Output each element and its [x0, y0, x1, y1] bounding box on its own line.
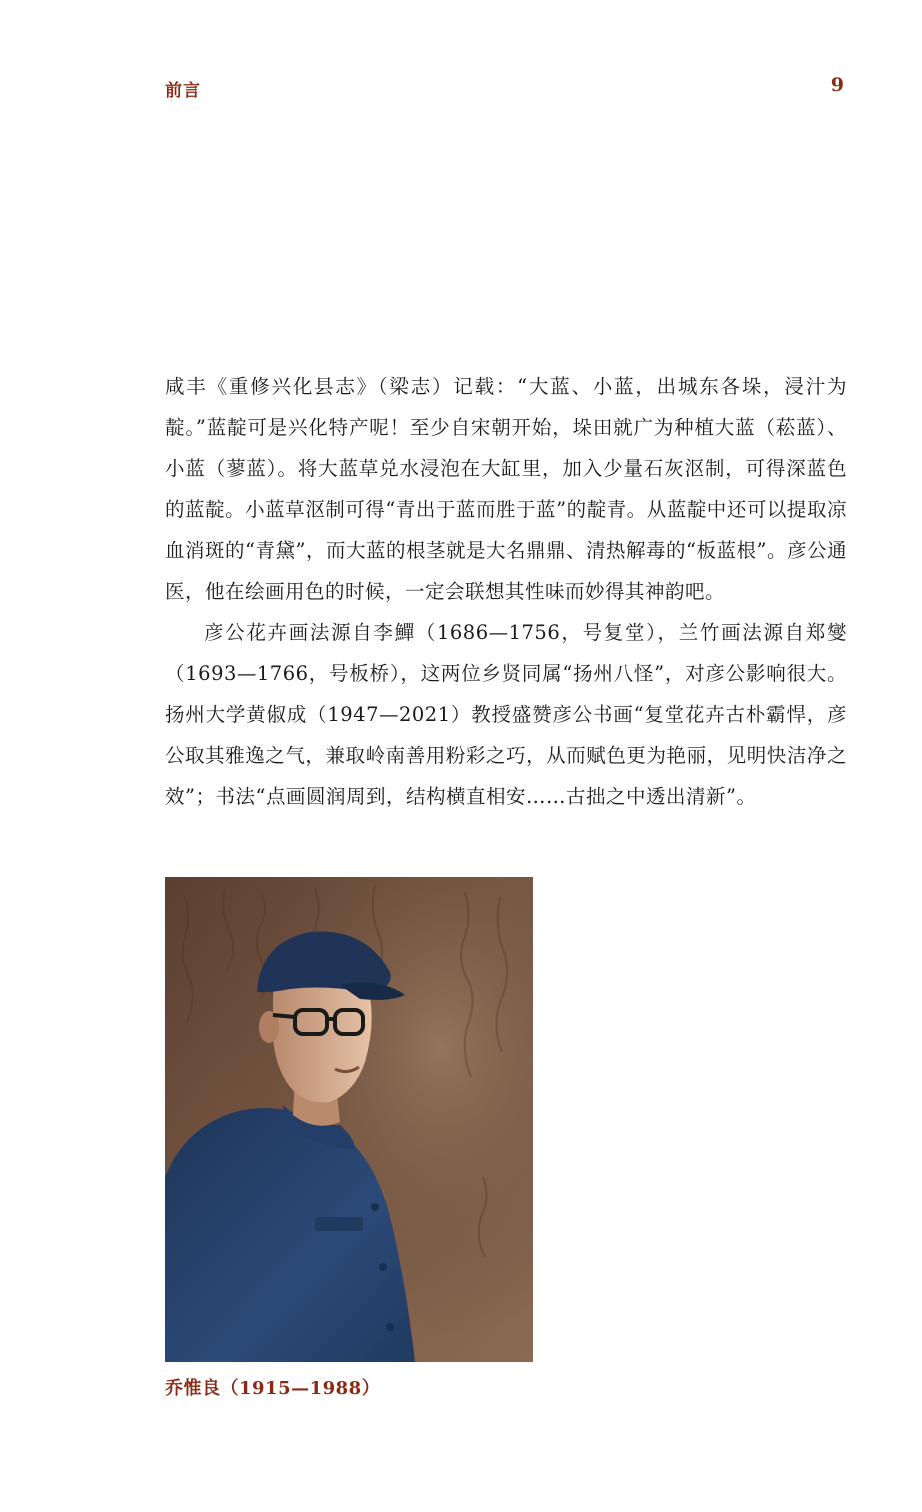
portrait-photo [165, 877, 533, 1362]
body-text [165, 366, 847, 817]
paragraph-2: 彦公花卉画法源自李鱓（1686—1756，号复堂），兰竹画法源自郑燮（1693—1766，号板桥），这两位乡贤同属“扬州八怪”，对彦公影响很大。扬州大学黄俶成（1947—2021）教授盛赞彦公书画“复堂花卉古朴霸悍，彦公取其雅逸之气，兼取岭南善用粉彩之巧，从而赋色更为艳丽，见明快洁净之效”；书法“点画圆润周到，结构横直相安……古拙之中透出清新”。 [165, 621, 847, 808]
page-number: 9 [830, 74, 844, 96]
photo-caption: 乔惟良（1915—1988） [165, 1378, 381, 1399]
portrait-illustration [165, 877, 533, 1362]
paragraph-1: 咸丰《重修兴化县志》（梁志）记载：“大蓝、小蓝，出城东各垛，浸汁为靛。”蓝靛可是兴化特产呢！至少自宋朝开始，垛田就广为种植大蓝（菘蓝）、小蓝（蓼蓝）。将大蓝草兑水浸泡在大缸里，加入少量石灰沤制，可得深蓝色的蓝靛。小蓝草沤制可得“青出于蓝而胜于蓝”的靛青。从蓝靛中还可以提取凉血消斑的“青黛”，而大蓝的根茎就是大名鼎鼎、清热解毒的“板蓝根”。彦公通医，他在绘画用色的时候，一定会联想其性味而妙得其神韵吧。 [165, 375, 847, 603]
running-head: 前言 [165, 81, 201, 101]
